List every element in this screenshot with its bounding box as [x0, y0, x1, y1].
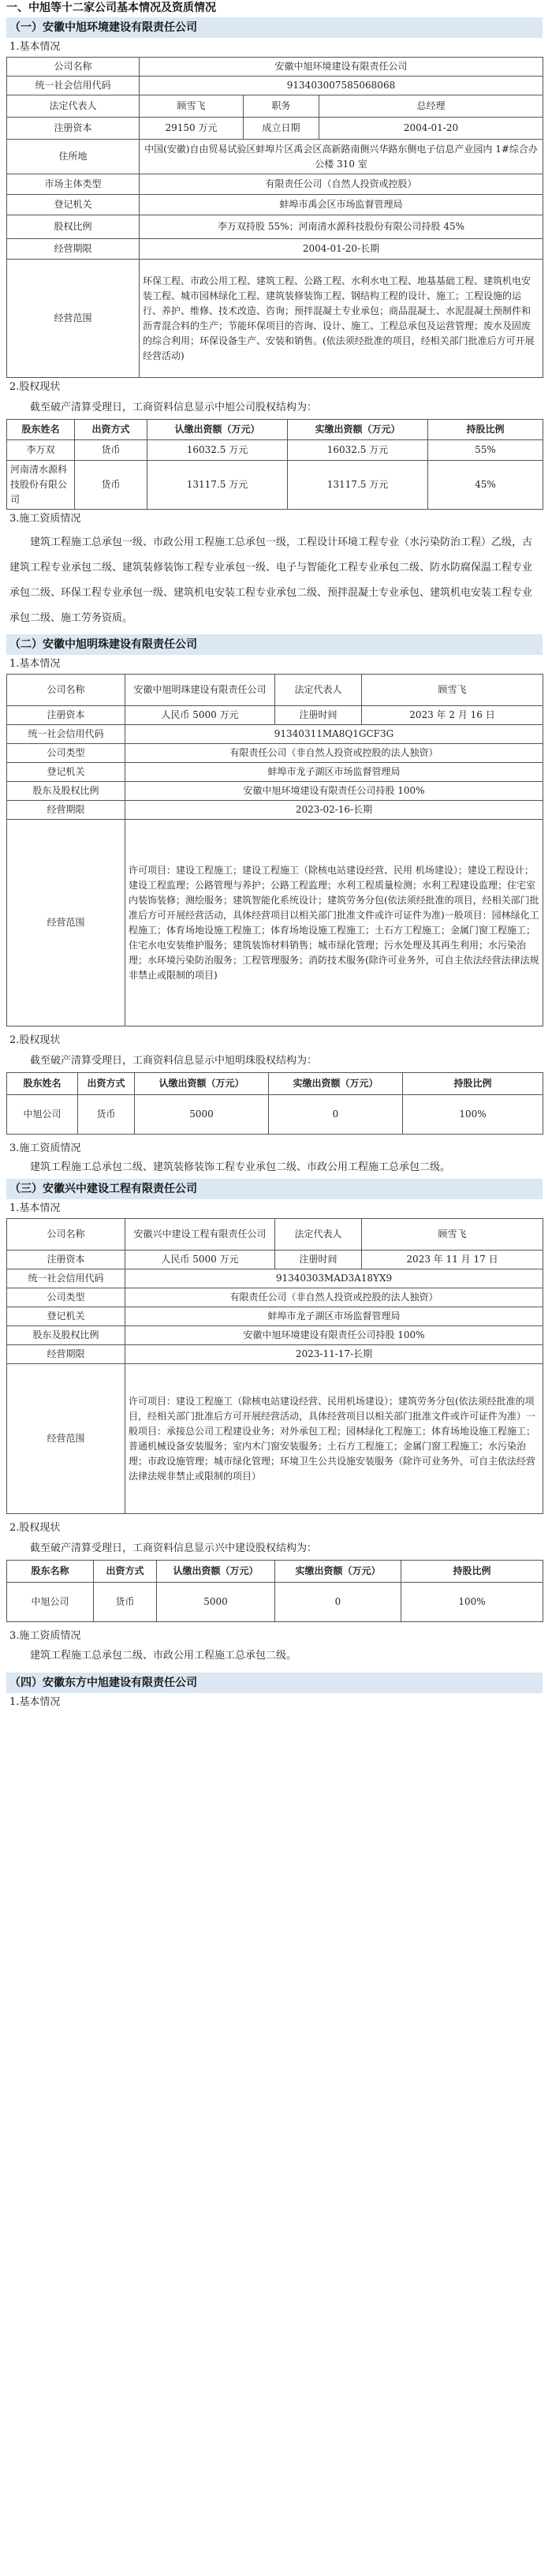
label-cell: 注册资本 [7, 706, 125, 725]
company-heading: （一）安徽中旭环境建设有限责任公司 [6, 17, 543, 38]
table-cell: 0 [269, 1095, 403, 1135]
value-cell: 91340303MAD3A18YX9 [125, 1269, 543, 1288]
table-cell: 100% [403, 1095, 543, 1135]
qualification-text: 建筑工程施工总承包二级、建筑装修装饰工程专业承包二级、市政公用工程施工总承包二级。 [30, 1161, 451, 1173]
table-row [7, 440, 543, 461]
label-cell: 股权比例 [7, 215, 140, 239]
label-cell: 法定代表人 [7, 95, 140, 118]
value-cell: 2023 年 2 月 16 日 [362, 706, 543, 725]
column-header: 出资方式 [75, 420, 147, 440]
equity-title: 2.股权现状 [9, 381, 61, 393]
qualification-text: 建筑工程施工总承包一级、市政公用工程施工总承包一级，工程设计环境工程专业（水污染防治工程）乙级，古建筑工程专业承包二级、建筑装修装饰工程专业承包一级、电子与智能化工程专业承包二级、防水防腐保温工程专业承包二级、环保工程专业承包一级、建筑机电安装工程专业承包二级、预拌混凝土专业承包、建筑机电安装工程专业承包二级、施工劳务资质。 [9, 537, 533, 624]
column-header: 出资方式 [94, 1561, 157, 1583]
label-cell: 注册时间 [275, 1251, 362, 1269]
value-cell: 29150 万元 [140, 118, 244, 140]
equity-table [6, 1072, 543, 1135]
value-cell: 许可项目：建设工程施工（除核电站建设经营、民用机场建设）；建筑劳务分包(依法须经批准的项目，经相关部门批准后方可开展经营活动，具体经营项目以相关部门批准文件或许可证件为准）一般项目：承接总公司工程建设业务；对外承包工程；园林绿化工程施工；体育场地设施工程施工；普通机械设备安装服务；室内木门窗安装服务；土石方工程施工；金属门窗工程施工；水污染治理；市政设施管理；城市绿化管理；环境卫生公共设施安装服务（除许可业务外，可自主依法经营法律法规非禁止或限制的项目） [125, 1364, 543, 1514]
value-cell: 顾雪飞 [362, 675, 543, 706]
equity-table [6, 419, 543, 510]
value-cell: 2004-01-20-长期 [140, 239, 543, 260]
value-cell: 有限责任公司（非自然人投资或控股的法人独资） [125, 744, 543, 763]
table-cell: 货币 [94, 1583, 157, 1622]
basic-info-table [6, 674, 543, 1026]
label-cell: 统一社会信用代码 [7, 1269, 125, 1288]
column-header: 认缴出资额（万元） [135, 1073, 269, 1095]
label-cell: 市场主体类型 [7, 174, 140, 195]
section-title: 一、中旭等十二家公司基本情况及资质情况 [6, 2, 216, 14]
value-cell: 安徽中旭明珠建设有限责任公司 [125, 675, 275, 706]
column-header: 股东姓名 [7, 420, 75, 440]
value-cell: 有限责任公司（非自然人投资或控股的法人独资） [125, 1288, 543, 1307]
equity-title: 2.股权现状 [9, 1522, 61, 1534]
label-cell: 职务 [244, 95, 319, 118]
equity-title: 2.股权现状 [9, 1034, 61, 1046]
column-header: 股东名称 [7, 1561, 94, 1583]
label-cell: 成立日期 [244, 118, 319, 140]
label-cell: 经营期限 [7, 801, 125, 820]
label-cell: 统一社会信用代码 [7, 725, 125, 744]
basic-info-title: 1.基本情况 [9, 1696, 61, 1708]
table-cell: 100% [401, 1583, 543, 1622]
value-cell: 蚌埠市龙子湖区市场监督管理局 [125, 763, 543, 782]
label-cell: 注册时间 [275, 706, 362, 725]
table-cell: 16032.5 万元 [147, 440, 288, 461]
company-heading: （四）安徽东方中旭建设有限责任公司 [6, 1673, 543, 1693]
value-cell: 安徽中旭环境建设有限责任公司持股 100% [125, 1326, 543, 1345]
table-row [7, 1583, 543, 1622]
label-cell: 登记机关 [7, 763, 125, 782]
table-cell: 货币 [75, 461, 147, 510]
value-cell: 安徽兴中建设工程有限责任公司 [125, 1219, 275, 1251]
table-row [7, 461, 543, 510]
table-cell: 李万双 [7, 440, 75, 461]
label-cell: 注册资本 [7, 118, 140, 140]
label-cell: 公司名称 [7, 675, 125, 706]
basic-info-table [6, 1218, 543, 1514]
table-cell: 货币 [78, 1095, 135, 1135]
label-cell: 住所地 [7, 140, 140, 174]
column-header: 持股比例 [403, 1073, 543, 1095]
equity-intro: 截至破产清算受理日，工商资料信息显示兴中建设股权结构为： [30, 1542, 318, 1554]
company-heading: （三）安徽兴中建设工程有限责任公司 [6, 1179, 543, 1199]
column-header: 认缴出资额（万元） [157, 1561, 275, 1583]
value-cell: 蚌埠市禹会区市场监督管理局 [140, 195, 543, 215]
equity-table [6, 1560, 543, 1622]
qualification-title: 3.施工资质情况 [9, 1630, 81, 1642]
table-cell: 中旭公司 [7, 1095, 78, 1135]
label-cell: 经营期限 [7, 1345, 125, 1364]
column-header: 股东姓名 [7, 1073, 78, 1095]
column-header: 认缴出资额（万元） [147, 420, 288, 440]
label-cell: 经营范围 [7, 260, 140, 378]
label-cell: 公司名称 [7, 1219, 125, 1251]
table-cell: 13117.5 万元 [147, 461, 288, 510]
value-cell: 2004-01-20 [319, 118, 543, 140]
column-header: 持股比例 [401, 1561, 543, 1583]
label-cell: 注册资本 [7, 1251, 125, 1269]
value-cell: 蚌埠市龙子湖区市场监督管理局 [125, 1307, 543, 1326]
value-cell: 2023 年 11 月 17 日 [362, 1251, 543, 1269]
company-heading: （二）安徽中旭明珠建设有限责任公司 [6, 634, 543, 655]
column-header: 实缴出资额（万元） [288, 420, 428, 440]
label-cell: 统一社会信用代码 [7, 77, 140, 95]
label-cell: 经营期限 [7, 239, 140, 260]
value-cell: 顾雪飞 [140, 95, 244, 118]
table-cell: 55% [428, 440, 543, 461]
value-cell: 总经理 [319, 95, 543, 118]
table-cell: 中旭公司 [7, 1583, 94, 1622]
value-cell: 许可项目：建设工程施工；建设工程施工（除核电站建设经营、民用 机场建设）；建设工程设计；建设工程监理；公路管理与养护；公路工程监理；水利工程质量检测；水利工程建设监理；住宅室内装饰装修；测绘服务；建筑智能化系统设计；建筑劳务分包(依法须经批准的项目，经相关部门批准后方可开展经营活动，具体经营项目以相关部门批准文件或许可证件为准)一般项目：园林绿化工程施工；体育场地设施工程施工；体育场地设施工程施工；土石方工程施工；金属门窗工程施工；住宅水电安装维护服务；建筑装饰材料销售；城市绿化管理；污水处理及其再生利用；水污染治理；水环境污染防治服务；工程管理服务；消防技术服务(除许可业务外，可自主依法经营法律法规非禁止或限制的项目) [125, 820, 543, 1026]
value-cell: 人民币 5000 万元 [125, 1251, 275, 1269]
value-cell: 有限责任公司（自然人投资或控股） [140, 174, 543, 195]
value-cell: 2023-02-16-长期 [125, 801, 543, 820]
value-cell: 顾雪飞 [362, 1219, 543, 1251]
label-cell: 公司名称 [7, 58, 140, 77]
column-header: 实缴出资额（万元） [269, 1073, 403, 1095]
basic-info-title: 1.基本情况 [9, 658, 61, 670]
label-cell: 法定代表人 [275, 675, 362, 706]
column-header: 出资方式 [78, 1073, 135, 1095]
equity-intro: 截至破产清算受理日，工商资料信息显示中旭公司股权结构为： [30, 402, 318, 413]
qualification-title: 3.施工资质情况 [9, 513, 81, 525]
value-cell: 安徽中旭环境建设有限责任公司 [140, 58, 543, 77]
value-cell: 人民币 5000 万元 [125, 706, 275, 725]
label-cell: 股东及股权比例 [7, 782, 125, 801]
value-cell: 中国(安徽)自由贸易试验区蚌埠片区禹会区高新路南侧兴华路东侧电子信息产业园内 1#综合办公楼 310 室 [140, 140, 543, 174]
basic-info-title: 1.基本情况 [9, 1202, 61, 1214]
table-cell: 13117.5 万元 [288, 461, 428, 510]
table-cell: 5000 [157, 1583, 275, 1622]
value-cell: 913403007585068068 [140, 77, 543, 95]
label-cell: 法定代表人 [275, 1219, 362, 1251]
table-row [7, 1095, 543, 1135]
document [6, 0, 543, 1712]
value-cell: 91340311MA8Q1GCF3G [125, 725, 543, 744]
qualification-title: 3.施工资质情况 [9, 1142, 81, 1154]
table-cell: 河南清水源科技股份有限公司 [7, 461, 75, 510]
table-cell: 5000 [135, 1095, 269, 1135]
basic-info-title: 1.基本情况 [9, 41, 61, 53]
label-cell: 股东及股权比例 [7, 1326, 125, 1345]
label-cell: 公司类型 [7, 744, 125, 763]
value-cell: 李万双持股 55%；河南清水源科技股份有限公司持股 45% [140, 215, 543, 239]
table-cell: 0 [275, 1583, 401, 1622]
qualification-text: 建筑工程施工总承包二级、市政公用工程施工总承包二级。 [30, 1650, 297, 1662]
label-cell: 登记机关 [7, 195, 140, 215]
value-cell: 2023-11-17-长期 [125, 1345, 543, 1364]
basic-info-table [6, 57, 543, 378]
column-header: 持股比例 [428, 420, 543, 440]
table-cell: 货币 [75, 440, 147, 461]
label-cell: 公司类型 [7, 1288, 125, 1307]
table-cell: 45% [428, 461, 543, 510]
label-cell: 经营范围 [7, 820, 125, 1026]
label-cell: 经营范围 [7, 1364, 125, 1514]
label-cell: 登记机关 [7, 1307, 125, 1326]
table-cell: 16032.5 万元 [288, 440, 428, 461]
equity-intro: 截至破产清算受理日，工商资料信息显示中旭明珠股权结构为： [30, 1055, 318, 1067]
value-cell: 环保工程、市政公用工程、建筑工程、公路工程、水利水电工程、地基基础工程、建筑机电安装工程、城市园林绿化工程、建筑装修装饰工程、钢结构工程的设计、施工；工程设施的运行、养护、维修、技术改造、咨询；预拌混凝土专业承包；商品混凝土、水泥混凝土预制件和沥青混合料的生产；节能环保项目的咨询、设计、施工、工程总承包及运营管理；废水及固废的综合利用；环保设备生产、安装和销售。(依法须经批准的项目，经相关部门批准后方可开展经营活动) [140, 260, 543, 378]
value-cell: 安徽中旭环境建设有限责任公司持股 100% [125, 782, 543, 801]
column-header: 实缴出资额（万元） [275, 1561, 401, 1583]
